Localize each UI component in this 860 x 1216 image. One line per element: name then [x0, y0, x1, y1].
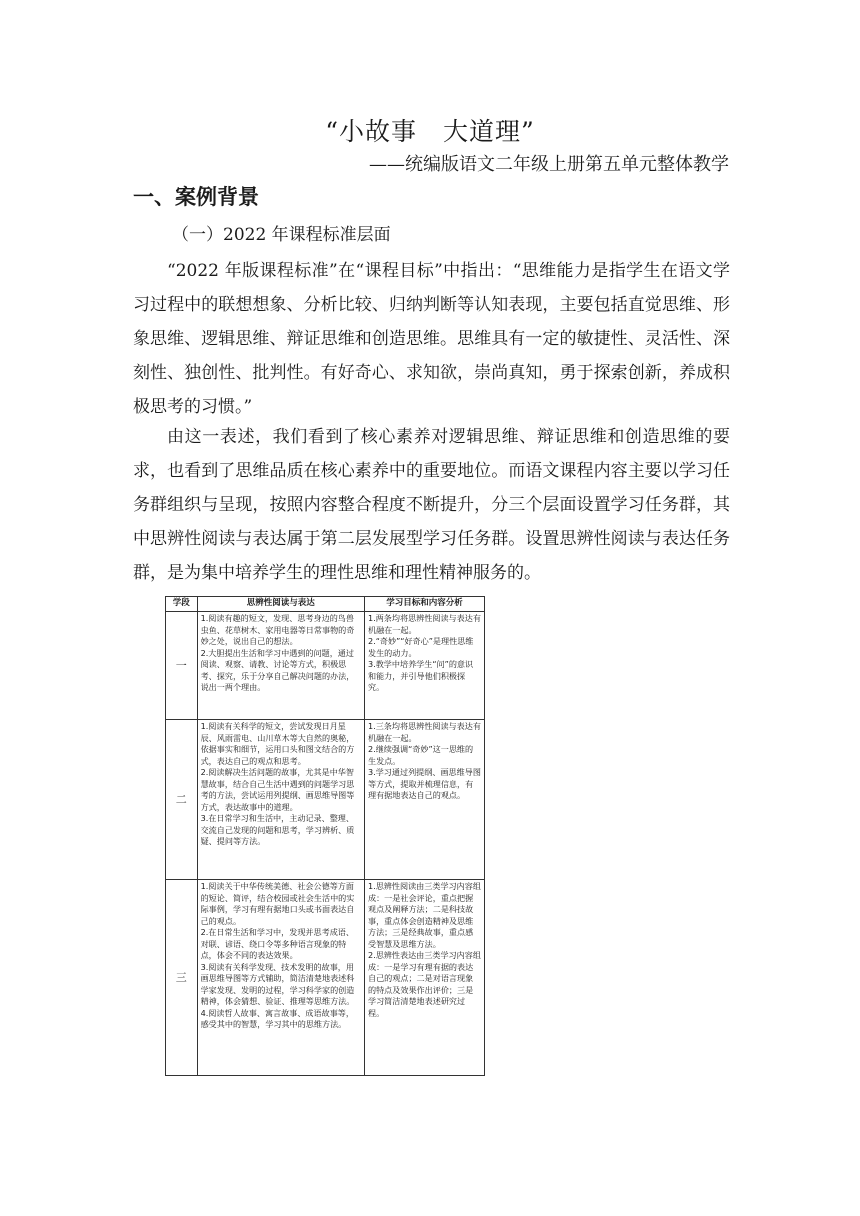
analysis-cell	[364, 612, 484, 720]
table-row	[166, 612, 485, 720]
cell-text-line: 2.在日常生活和学习中，发现并思考成语、对联、谚语、绕口令等多种语言现象的特点，体会不同的表达效果。	[200, 927, 354, 960]
cell-text-line: 3.阅读有关科学发现、技术发明的故事，用画思维导图等方式辅助，简洁清楚地表述科学家发现、发明的过程，学习科学家的创造精神，体会猜想、验证、推理等思维方法。	[200, 961, 355, 1006]
cell-text-line: 1.阅读有关科学的短文，尝试发现日月星辰、风雨雷电、山川草木等大自然的奥秘，依据事实和细节，运用口头和图文结合的方式，表达自己的观点和思考。	[200, 721, 355, 766]
table-row	[166, 720, 485, 880]
content-cell	[197, 720, 364, 880]
cell-text-line: 2.大胆提出生活和学习中遇到的问题，通过阅读、观察、请教、讨论等方式，积极思考、探究，乐于分享自己解决问题的办法，说出一两个理由。	[200, 647, 355, 692]
paragraph-analysis: 由这一表述，我们看到了核心素养对逻辑思维、辩证思维和创造思维的要求，也看到了思维品质在核心素养中的重要地位。而语文课程内容主要以学习任务群组织与呈现，按照内容整合程度不断提升，分三个层面设置学习任务群，其中思辨性阅读与表达属于第二层发展型学习任务群。设置思辨性阅读与表达任务群，是为集中培养学生的理性思维和理性精神服务的。	[133, 427, 730, 583]
cell-text-line: 4.阅读哲人故事、寓言故事、成语故事等，感受其中的智慧，学习其中的思维方法。	[200, 1007, 354, 1029]
curriculum-table	[165, 596, 485, 1076]
content-cell	[197, 880, 364, 1076]
header-content: 思辨性阅读与表达	[197, 597, 364, 612]
cell-text-line: 1.阅读有趣的短文，发现、思考身边的鸟兽虫鱼、花草树木、家用电器等日常事物的奇妙之处，说出自己的想法。	[200, 613, 355, 646]
cell-text-line: 2.思辨性表达由三类学习内容组成：一是学习有理有据的表达自己的观点；二是对语言现象的特点及效果作出评价；三是学习简洁清楚地表述研究过程。	[367, 950, 481, 1018]
cell-text-line: 1.阅读关于中华传统美德、社会公德等方面的短论、简评，结合校园或社会生活中的实际事例，学习有理有据地口头或书面表达自己的观点。	[200, 881, 355, 926]
cell-text-line: 3.学习通过列提纲、画思维导图等方式，提取并梳理信息，有理有据地表达自己的观点。	[367, 767, 481, 800]
document-title: “小故事 大道理”	[325, 117, 535, 146]
document-subtitle: ——统编版语文二年级上册第五单元整体教学	[369, 154, 729, 175]
stage-cell: 三	[166, 880, 198, 1076]
analysis-cell	[364, 880, 484, 1076]
content-cell	[197, 612, 364, 720]
stage-cell: 二	[166, 720, 198, 880]
cell-text-line: 3.在日常学习和生活中，主动记录、整理、交流自己发现的问题和思考，学习辨析、质疑、提问等方法。	[200, 813, 355, 846]
subsection-heading: （一）2022 年课程标准层面	[172, 225, 391, 245]
table-row	[166, 880, 485, 1076]
cell-text-line: 3.教学中培养学生“问”的意识和能力，并引导他们积极探究。	[367, 659, 474, 692]
analysis-cell	[364, 720, 484, 880]
cell-text-line: 1.两条均将思辨性阅读与表达有机融在一起。	[367, 613, 481, 635]
paragraph-standard-quote: “2022 年版课程标准”在“课程目标”中指出：“思维能力是指学生在语文学习过程中的联想想象、分析比较、归纳判断等认知表现，主要包括直觉思维、形象思维、逻辑思维、辩证思维和创造思维。思维具有一定的敏捷性、灵活性、深刻性、独创性、批判性。有好奇心、求知欲，崇尚真知，勇于探索创新，养成积极思考的习惯。”	[133, 261, 730, 417]
cell-text-line: 1.思辨性阅读由三类学习内容组成：一是社会评论，重点把握观点及阐释方法；二是科技故事，重点体会创造精神及思维方法；三是经典故事，重点感受智慧及思维方法。	[367, 881, 481, 949]
section-heading: 一、案例背景	[133, 185, 259, 209]
header-stage: 学段	[166, 597, 198, 612]
stage-cell: 一	[166, 612, 198, 720]
cell-text-line: 2.继续强调“奇妙”这一思维的生发点。	[367, 744, 474, 766]
table-header-row	[166, 597, 485, 612]
cell-text-line: 2.阅读解决生活问题的故事，尤其是中华智慧故事，结合自己生活中遇到的问题学习思考的方法，尝试运用列提纲、画思维导图等方式，表达故事中的道理。	[200, 767, 355, 812]
cell-text-line: 1.三条均将思辨性阅读与表达有机融在一起。	[367, 721, 481, 743]
header-analysis: 学习目标和内容分析	[364, 597, 484, 612]
cell-text-line: 2.“奇妙”“好奇心”是理性思维发生的动力。	[367, 636, 474, 658]
